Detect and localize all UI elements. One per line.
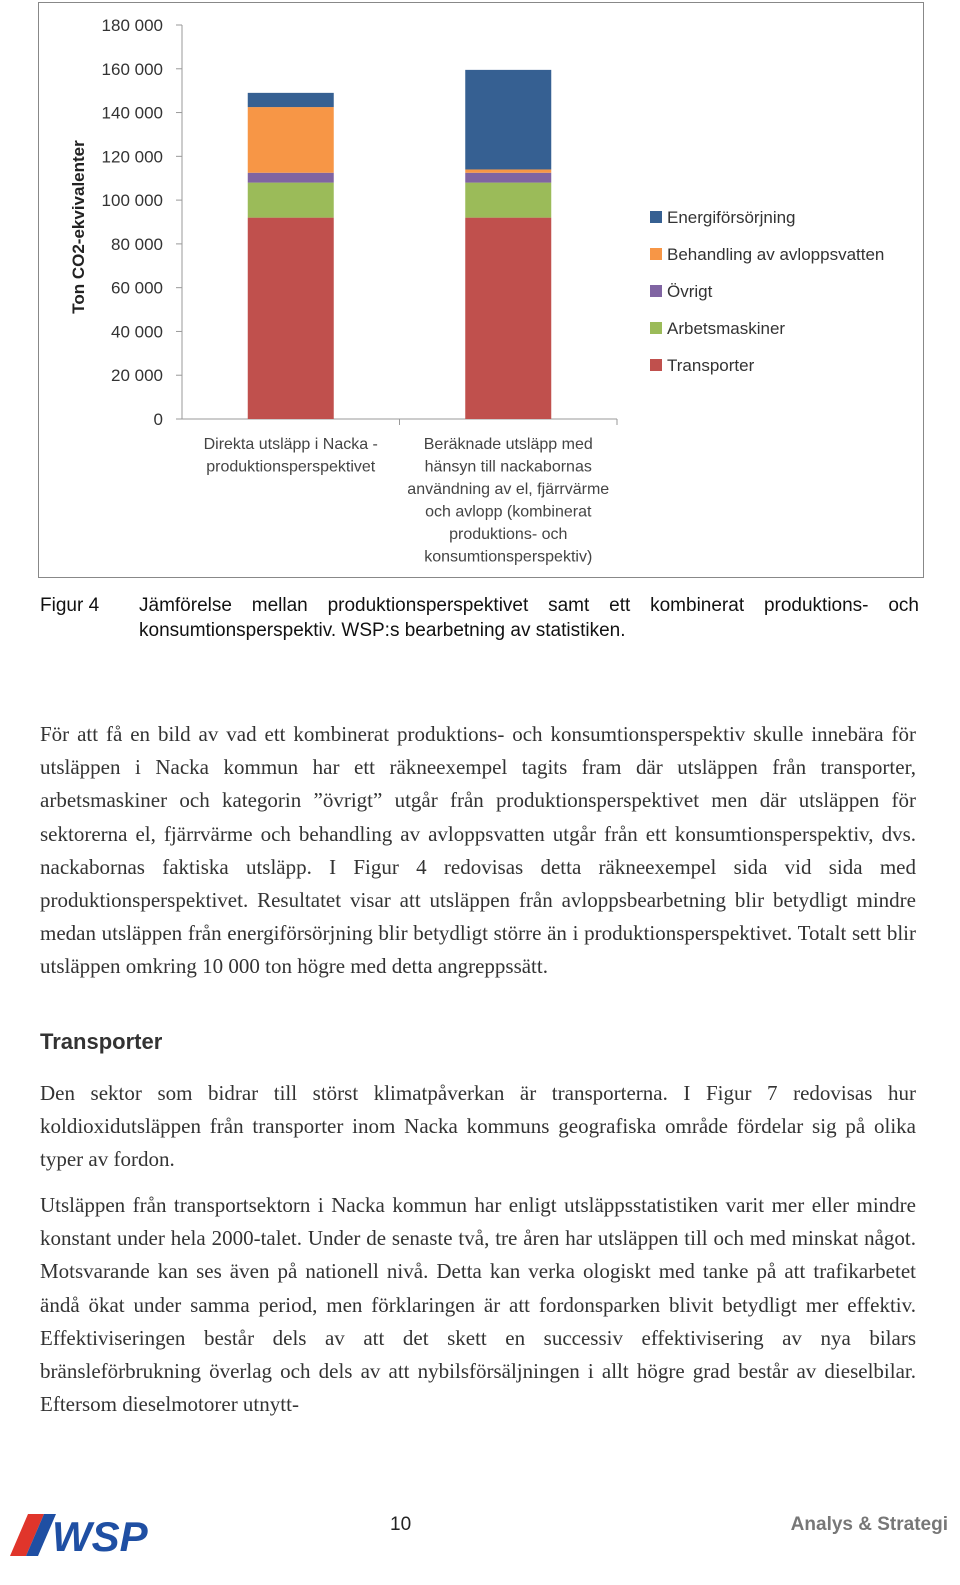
legend-label: Transporter xyxy=(667,356,755,375)
y-tick-label: 0 xyxy=(153,410,163,429)
y-tick-label: 180 000 xyxy=(101,16,163,35)
bar-segment xyxy=(248,93,334,107)
x-category-label: hänsyn till nackabornas xyxy=(424,458,592,476)
legend-label: Energiförsörjning xyxy=(667,208,796,227)
bar-segment xyxy=(465,218,551,419)
y-tick-label: 40 000 xyxy=(111,322,163,342)
stacked-bar-chart xyxy=(39,3,923,577)
logo-text: WSP xyxy=(52,1513,148,1558)
x-category-label: och avlopp (kombinerat xyxy=(425,503,592,521)
x-category-label: konsumtionsperspektiv) xyxy=(424,548,593,566)
x-category-label: användning av el, fjärrvärme xyxy=(407,481,610,498)
legend-swatch xyxy=(650,359,662,371)
x-category-label: Direkta utsläpp i Nacka - xyxy=(203,436,378,453)
legend-swatch xyxy=(650,248,662,260)
legend-swatch xyxy=(650,285,662,297)
bar-segment xyxy=(248,107,334,173)
y-tick-label: 80 000 xyxy=(111,234,163,254)
y-tick-label: 140 000 xyxy=(101,103,163,123)
paragraph-transport-2: Utsläppen från transportsektorn i Nacka kommun har enligt utsläppsstatistiken varit mer eller mindre konstant under hela 2000-talet. Under de senaste två, tre åren har utsläppen till och med minskat något. Motsvarande kan ses även på nationell nivå. Detta kan verka ologiskt med tanke på att trafikarbetet ändå ökat under samma period, men förklaringen är att fordonsparken blivit betydligt mer effektiv. Effektiviseringen består dels av att det skett en successiv effektivisering av nya bilars bränsleförbrukning överlag och dels av att nybilsförsäljningen i allt högre grad består av dieselbilar. Eftersom dieselmotorer utnytt- xyxy=(40,1193,916,1417)
page-number: 10 xyxy=(390,1514,412,1535)
legend-label: Övrigt xyxy=(667,282,713,301)
footer-section-title: Analys & Strategi xyxy=(790,1514,948,1535)
legend-label: Behandling av avloppsvatten xyxy=(667,245,885,264)
section-heading: Transporter xyxy=(40,1029,163,1054)
y-tick-label: 20 000 xyxy=(111,366,163,386)
legend-swatch xyxy=(650,211,662,223)
bar-segment xyxy=(248,218,334,419)
y-tick-label: 60 000 xyxy=(111,278,163,298)
y-tick-label: 120 000 xyxy=(101,147,163,167)
paragraph-intro: För att få en bild av vad ett kombinerat produktions- och konsumtionsperspektiv skulle innebära för utsläppen i Nacka kommun har ett räkneexempel tagits fram där utsläppen från transporter, arbetsmaskiner och kategorin ”övrigt” utgår från produktionsperspektivet men där utsläppen för sektorerna el, fjärrvärme och behandling av avloppsvatten utgår från ett konsumtionsperspektiv, dvs. nackabornas faktiska utsläpp. I Figur 4 redovisas detta räkneexempel sida vid sida med produktionsperspektivet. Resultatet visar att utsläppen från avloppsbearbetning blir betydligt mindre medan utsläppen från energiförsörjning blir betydligt större än i produktionsperspektivet. Totalt sett blir utsläppen omkring 10 000 ton högre med detta angreppssätt. xyxy=(40,722,916,979)
chart-frame xyxy=(38,2,924,578)
bar-segment xyxy=(465,183,551,218)
figure-label: Figur 4 xyxy=(40,595,100,616)
legend-label: Arbetsmaskiner xyxy=(667,319,786,338)
x-category-label: produktions- och xyxy=(449,526,568,543)
bar-segment xyxy=(465,173,551,183)
bar-segment xyxy=(465,70,551,170)
y-tick-label: 160 000 xyxy=(101,59,163,79)
bar-segment xyxy=(248,173,334,183)
paragraph-transport-1: Den sektor som bidrar till störst klimatpåverkan är transporterna. I Figur 7 redovisas hur koldioxidutsläppen från transporter inom Nacka kommuns geografiska område fördelar sig på olika typer av fordon. xyxy=(40,1081,916,1172)
bar-segment xyxy=(248,183,334,218)
x-category-label: Beräknade utsläpp med xyxy=(423,436,593,453)
wsp-logo xyxy=(8,1508,158,1558)
legend-swatch xyxy=(650,322,662,334)
x-category-label: produktionsperspektivet xyxy=(206,458,376,476)
y-tick-label: 100 000 xyxy=(101,191,163,211)
y-axis-title: Ton CO2-ekvivalenter xyxy=(69,140,88,314)
bar-segment xyxy=(465,169,551,172)
figure-caption-text: Jämförelse mellan produktionsperspektivet samt ett kombinerat produktions- och konsumtionsperspektiv. WSP:s bearbetning av statistiken. xyxy=(139,595,919,641)
